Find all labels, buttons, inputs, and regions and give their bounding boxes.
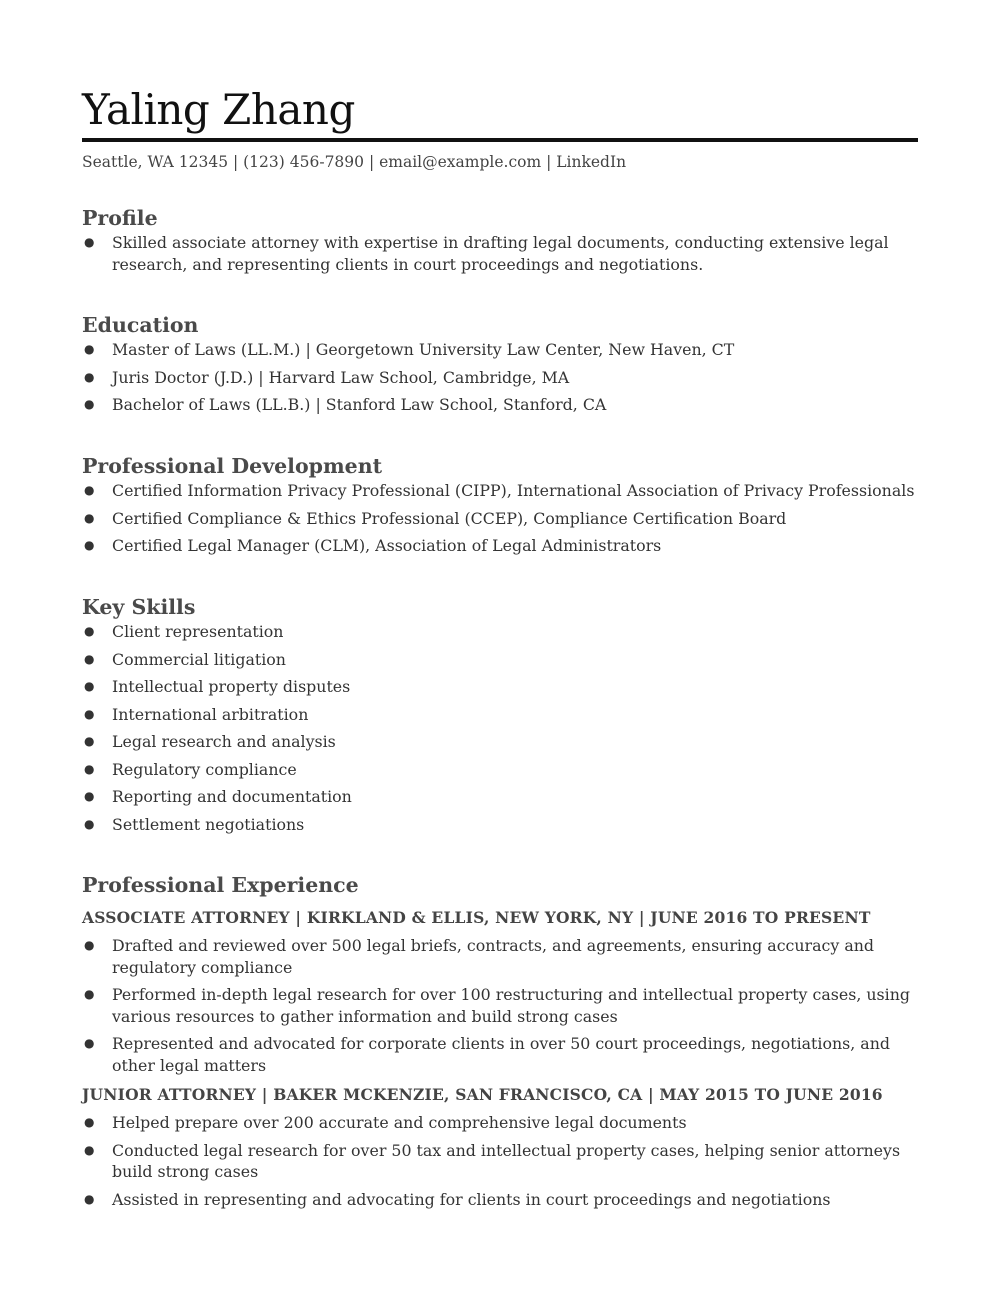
- header-divider: [82, 138, 918, 142]
- list-item: [82, 367, 918, 389]
- list-item: [82, 676, 918, 698]
- list-item-text: Assisted in representing and advocating for clients in court proceedings and negotiations: [112, 1189, 831, 1209]
- bullet-icon: ●: [84, 538, 95, 552]
- bullet-icon: ●: [84, 789, 95, 803]
- bullet-icon: ●: [84, 679, 95, 693]
- bullet-icon: ●: [84, 1115, 95, 1129]
- list-item-text: Reporting and documentation: [112, 787, 352, 806]
- list-item: [82, 1140, 918, 1183]
- list-item: [82, 984, 918, 1027]
- bullet-icon: ●: [84, 938, 95, 952]
- profile-section: [82, 204, 918, 281]
- list-item-text: Skilled associate attorney with expertise in drafting legal documents, conducting extensive legal research, and representing clients in court proceedings and negotiations.: [112, 233, 889, 274]
- list-item-text: Legal research and analysis: [112, 732, 336, 751]
- bullet-icon: ●: [84, 483, 95, 497]
- list-item: [82, 731, 918, 753]
- section-title-professional-development: Professional Development: [82, 454, 383, 478]
- list-item-text: Client representation: [112, 622, 284, 641]
- job-heading: JUNIOR ATTORNEY | BAKER MCKENZIE, SAN FRANCISCO, CA | MAY 2015 TO JUNE 2016: [82, 1085, 883, 1104]
- list-item-text: Drafted and reviewed over 500 legal briefs, contracts, and agreements, ensuring accuracy and regulatory compliance: [112, 936, 875, 977]
- list-item-text: Helped prepare over 200 accurate and comprehensive legal documents: [112, 1113, 687, 1132]
- list-item-text: Regulatory compliance: [112, 759, 297, 779]
- professional-development-section: [82, 452, 918, 563]
- list-item: [82, 759, 918, 781]
- list-item: [82, 1189, 918, 1211]
- list-item-text: Settlement negotiations: [112, 814, 305, 834]
- list-item: [82, 649, 918, 671]
- list-item: [82, 339, 918, 361]
- list-item-text: Certified Compliance & Ethics Professional (CCEP), Compliance Certification Board: [112, 508, 787, 528]
- bullet-icon: ●: [84, 510, 95, 525]
- bullet-icon: ●: [84, 369, 95, 384]
- list-item: [82, 786, 918, 808]
- list-item-text: Master of Laws (LL.M.) | Georgetown University Law Center, New Haven, CT: [112, 340, 735, 359]
- list-item-text: Intellectual property disputes: [112, 677, 351, 696]
- candidate-name: Yaling Zhang: [82, 85, 355, 134]
- list-item-text: Certified Information Privacy Professional (CIPP), International Association of Privacy Professionals: [112, 481, 915, 500]
- job-duties-list: [82, 1112, 918, 1210]
- job-heading: ASSOCIATE ATTORNEY | KIRKLAND & ELLIS, NEW YORK, NY | JUNE 2016 TO PRESENT: [82, 908, 871, 927]
- list-item: [82, 1112, 918, 1134]
- professional-experience-section: [82, 871, 918, 1216]
- list-item-text: Conducted legal research for over 50 tax and intellectual property cases, helping senior attorneys build strong cases: [112, 1140, 901, 1181]
- section-title-education: Education: [82, 313, 199, 337]
- list-item-text: International arbitration: [112, 704, 309, 724]
- list-item: [82, 621, 918, 643]
- bullet-icon: ●: [84, 734, 95, 748]
- job-duties-list: [82, 935, 918, 1076]
- bullet-icon: ●: [84, 397, 95, 411]
- list-item: [82, 394, 918, 416]
- section-title-profile: Profile: [82, 206, 158, 230]
- key-skills-list: [82, 621, 918, 835]
- list-item-text: Juris Doctor (J.D.) | Harvard Law School, Cambridge, MA: [112, 367, 570, 387]
- bullet-icon: ●: [84, 1191, 95, 1206]
- section-title-professional-experience: Professional Experience: [82, 873, 359, 897]
- job-entry: [82, 1084, 918, 1210]
- list-item: [82, 704, 918, 726]
- bullet-icon: ●: [84, 624, 95, 638]
- list-item-text: Commercial litigation: [112, 649, 286, 669]
- section-title-key-skills: Key Skills: [82, 595, 196, 619]
- list-item: [82, 935, 918, 978]
- key-skills-section: [82, 593, 918, 841]
- list-item: [82, 480, 918, 502]
- education-list: [82, 339, 918, 416]
- bullet-icon: ●: [84, 1036, 95, 1050]
- bullet-icon: ●: [84, 816, 95, 831]
- list-item-text: Certified Legal Manager (CLM), Association of Legal Administrators: [112, 536, 662, 555]
- bullet-icon: ●: [84, 987, 95, 1001]
- bullet-icon: ●: [84, 706, 95, 721]
- list-item: [82, 508, 918, 530]
- list-item-text: Performed in-depth legal research for over 100 restructuring and intellectual property cases, using various resources to gather information and build strong cases: [112, 985, 910, 1026]
- list-item-text: Bachelor of Laws (LL.B.) | Stanford Law School, Stanford, CA: [112, 395, 607, 414]
- education-section: [82, 311, 918, 422]
- list-item: [82, 535, 918, 557]
- list-item: [82, 232, 918, 275]
- professional-development-list: [82, 480, 918, 557]
- bullet-icon: ●: [84, 342, 95, 356]
- list-item-text: Represented and advocated for corporate clients in over 50 court proceedings, negotiations, and other legal matters: [112, 1034, 890, 1075]
- bullet-icon: ●: [84, 761, 95, 776]
- bullet-icon: ●: [84, 235, 95, 249]
- bullet-icon: ●: [84, 651, 95, 666]
- job-entry: [82, 907, 918, 1076]
- contact-line: Seattle, WA 12345 | (123) 456-7890 | email@example.com | LinkedIn: [82, 153, 627, 171]
- list-item: [82, 1033, 918, 1076]
- profile-list: [82, 232, 918, 275]
- list-item: [82, 814, 918, 836]
- bullet-icon: ●: [84, 1142, 95, 1157]
